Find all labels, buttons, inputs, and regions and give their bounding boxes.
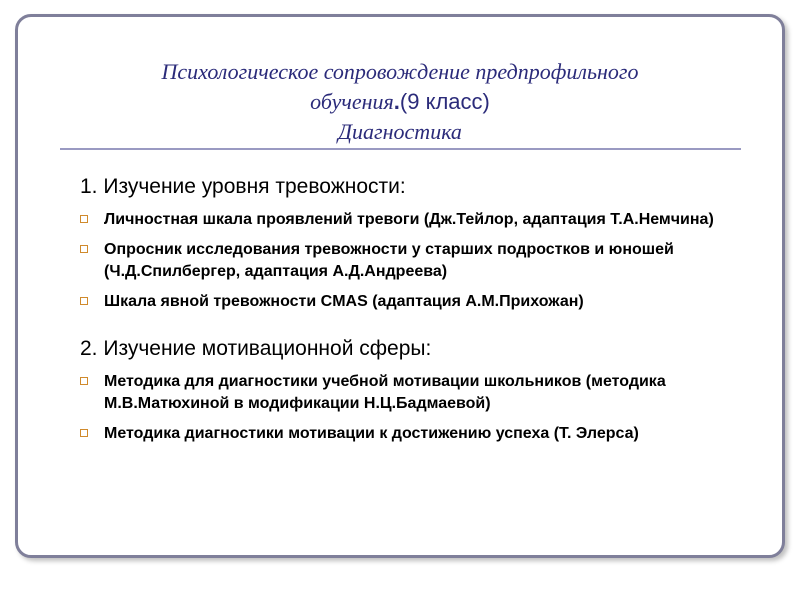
slide-title: [60, 57, 740, 147]
hollow-square-bullet-icon: [80, 297, 88, 305]
hollow-square-bullet-icon: [80, 215, 88, 223]
hollow-square-bullet-icon: [80, 429, 88, 437]
list-item-text: Методика для диагностики учебной мотивации школьников (методика М.В.Матюхиной в модификации Н.Ц.Бадмаевой): [104, 373, 666, 412]
list-item-text: Личностная шкала проявлений тревоги (Дж.Тейлор, адаптация Т.А.Немчина): [104, 211, 714, 228]
title-line-2: [60, 87, 740, 117]
hollow-square-bullet-icon: [80, 377, 88, 385]
list-item-text: Опросник исследования тревожности у старших подростков и юношей (Ч.Д.Спилбергер, адаптация А.Д.Андреева): [104, 241, 674, 280]
list-item: [70, 209, 740, 231]
title-line-1: Психологическое сопровождение предпрофильного: [161, 59, 639, 84]
list-item: [70, 239, 740, 283]
list-item: [70, 423, 740, 445]
title-line-2-word: обучения: [310, 89, 394, 114]
title-grade: (9 класс): [399, 89, 490, 114]
hollow-square-bullet-icon: [80, 245, 88, 253]
list-item: [70, 291, 740, 313]
list-item: [70, 371, 740, 415]
anxiety-methods-list: [70, 209, 740, 313]
list-item-text: Шкала явной тревожности CMAS (адаптация А.М.Прихожан): [104, 293, 584, 310]
title-line-2-dot: .: [393, 89, 400, 114]
motivation-methods-list: [70, 371, 740, 445]
section-heading-motivation: 2. Изучение мотивационной сферы:: [80, 337, 432, 360]
title-divider: [60, 148, 741, 150]
list-item-text: Методика диагностики мотивации к достижению успеха (Т. Элерса): [104, 425, 639, 442]
section-heading-anxiety: 1. Изучение уровня тревожности:: [80, 175, 406, 198]
slide-content: [70, 173, 740, 453]
title-line-3: Диагностика: [338, 119, 462, 144]
